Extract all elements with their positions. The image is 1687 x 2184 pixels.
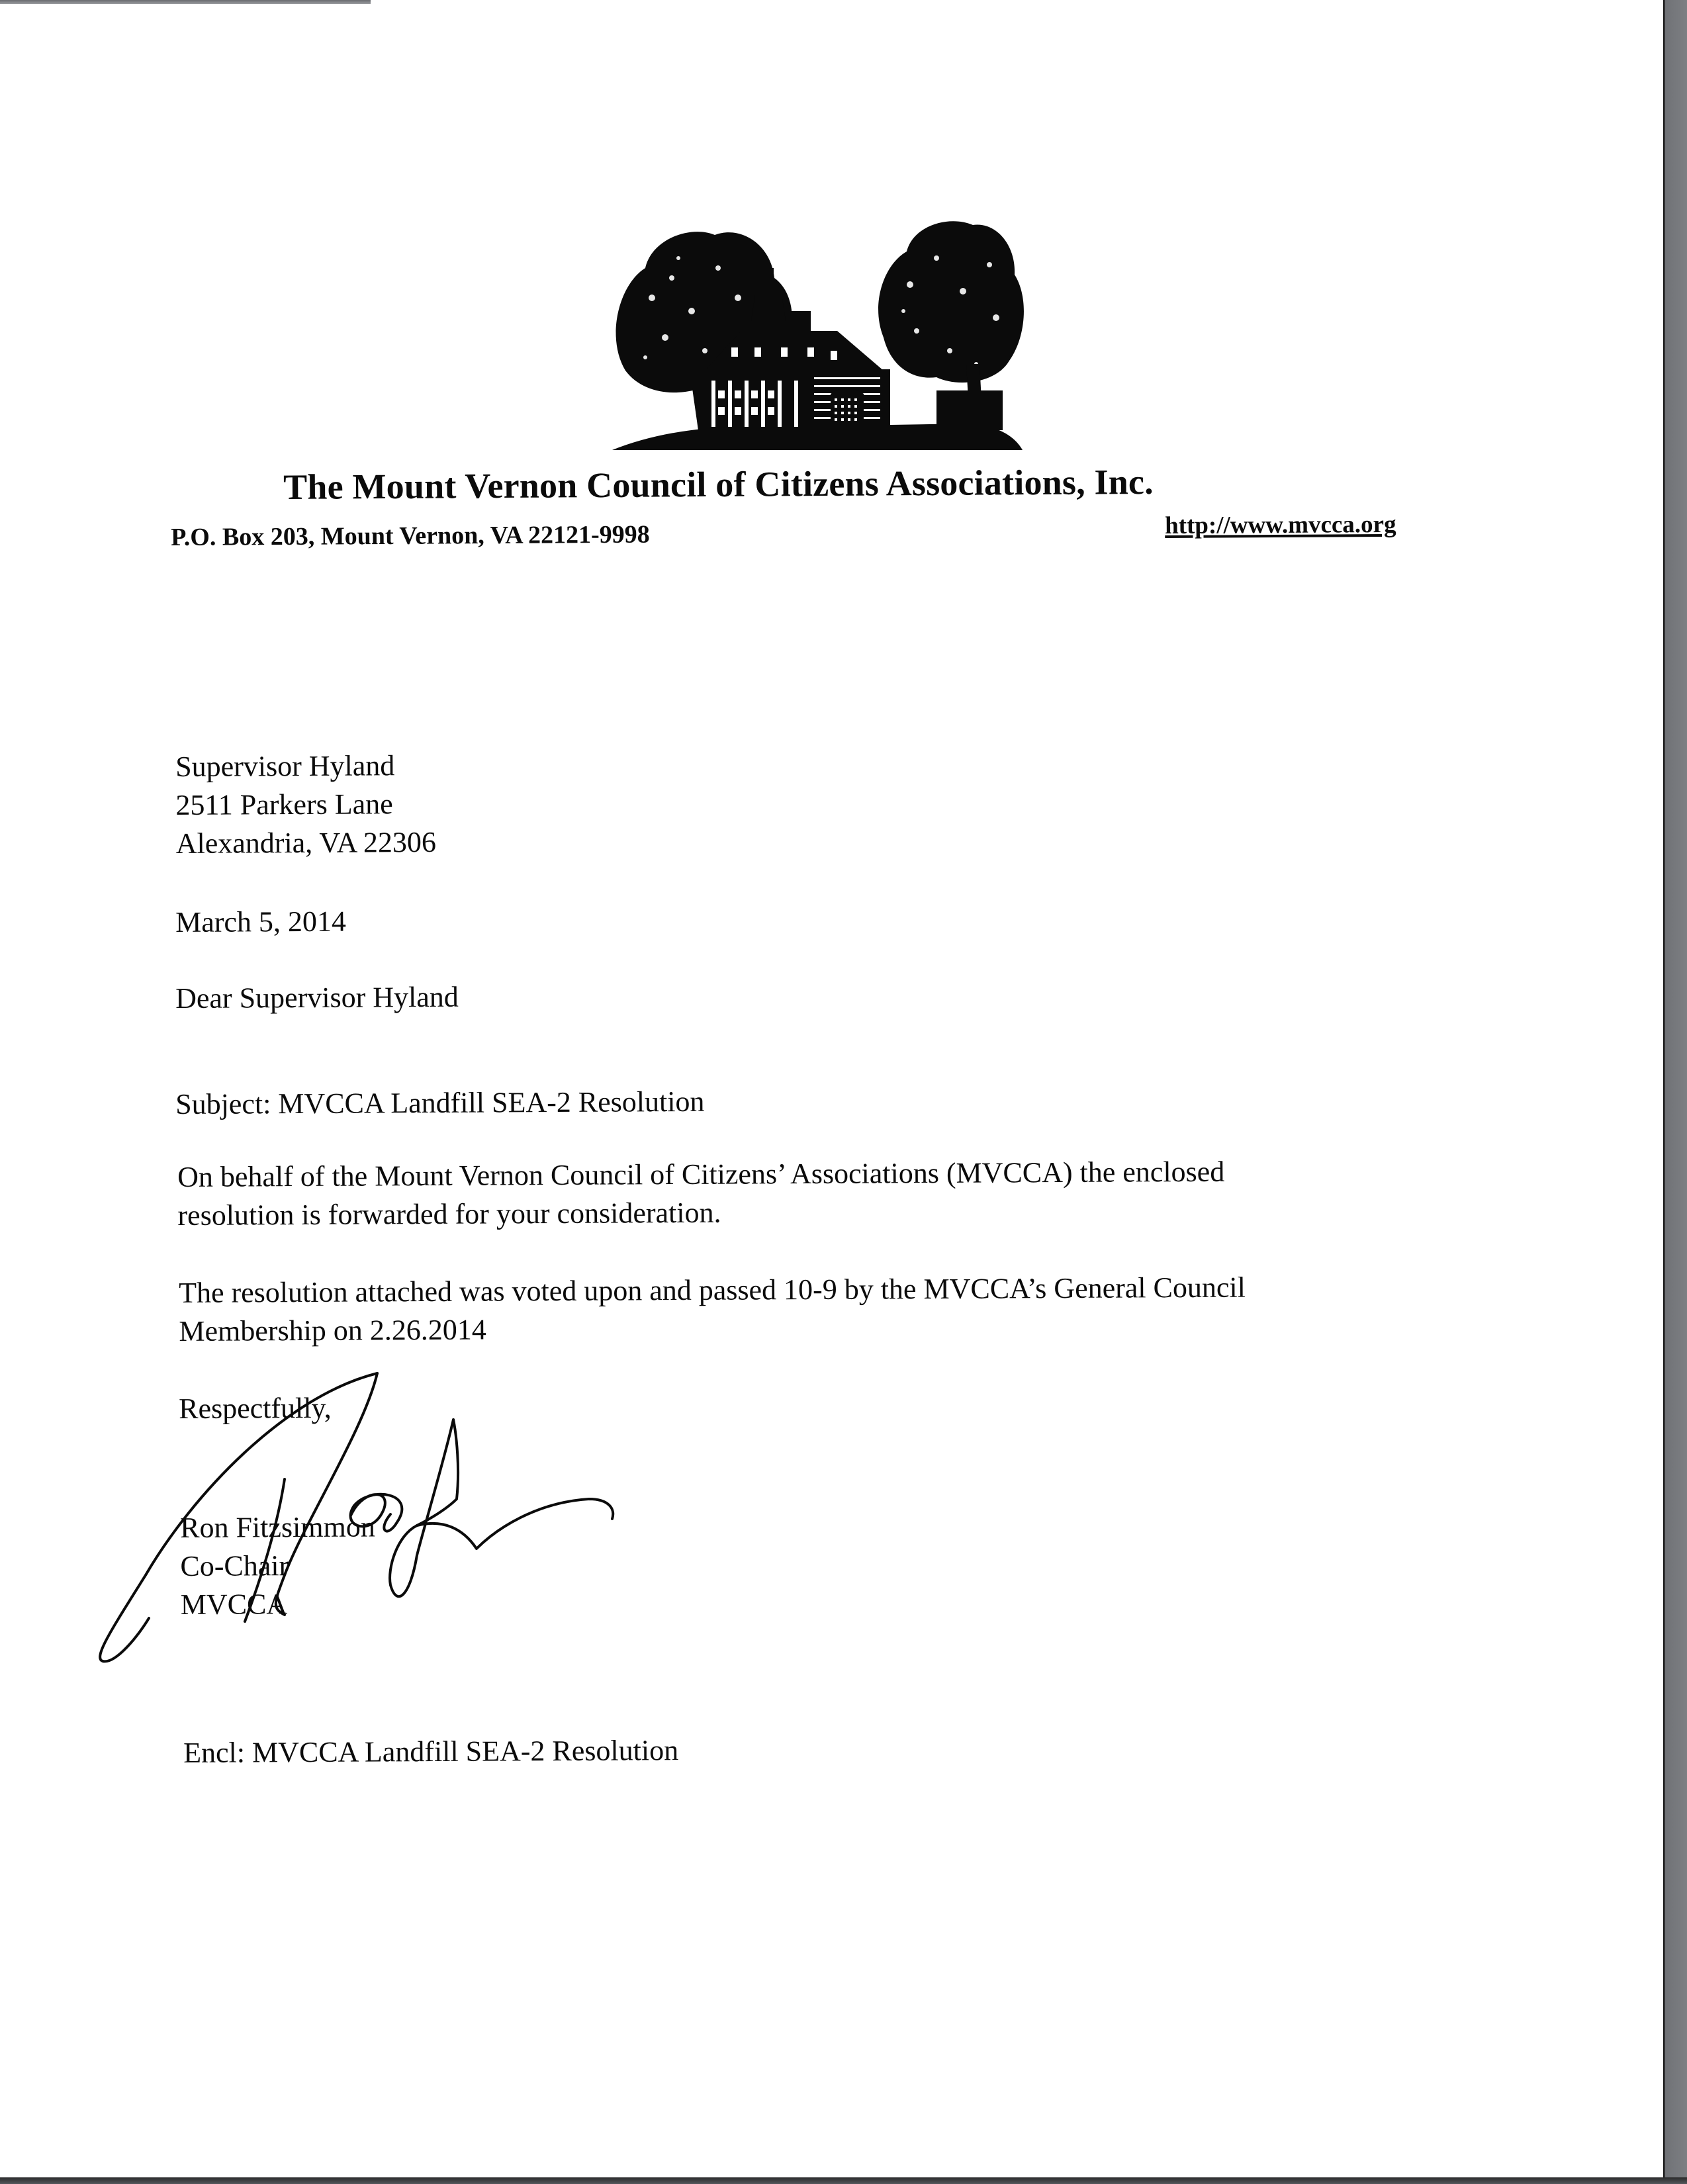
signer-name: Ron Fitzsimmon xyxy=(180,1510,375,1544)
subject-line: Subject: MVCCA Landfill SEA-2 Resolution xyxy=(175,1085,705,1120)
salutation: Dear Supervisor Hyland xyxy=(175,980,459,1015)
recipient-city-state-zip: Alexandria, VA 22306 xyxy=(175,825,437,860)
organization-name: The Mount Vernon Council of Citizens Associations, Inc. xyxy=(283,461,1154,507)
paragraph-1-line-2: resolution is forwarded for your consideration. xyxy=(177,1196,721,1232)
enclosure-line: Encl: MVCCA Landfill SEA-2 Resolution xyxy=(183,1734,679,1769)
organization-website-link[interactable]: http://www.mvcca.org xyxy=(1165,510,1396,539)
recipient-street: 2511 Parkers Lane xyxy=(175,788,393,821)
letter-date: March 5, 2014 xyxy=(175,905,347,938)
paragraph-2-line-1: The resolution attached was voted upon and passed 10-9 by the MVCCA’s General Council xyxy=(179,1271,1246,1309)
scan-edge-right xyxy=(1663,0,1687,2184)
paragraph-1-line-1: On behalf of the Mount Vernon Council of Citizens’ Associations (MVCCA) the enclosed xyxy=(177,1155,1225,1193)
signer-organization: MVCCA xyxy=(180,1588,288,1621)
closing: Respectfully, xyxy=(179,1391,332,1425)
scan-edge-top xyxy=(0,0,371,4)
recipient-name: Supervisor Hyland xyxy=(175,749,395,783)
signer-title: Co-Chair xyxy=(180,1549,289,1582)
mansion-with-trees-logo-icon xyxy=(599,205,1029,457)
recipient-address xyxy=(175,747,436,863)
organization-address: P.O. Box 203, Mount Vernon, VA 22121-9998 xyxy=(171,520,650,551)
signature-block xyxy=(180,1508,376,1624)
body-paragraph-2 xyxy=(179,1269,1246,1351)
body-paragraph-1 xyxy=(177,1153,1225,1235)
paragraph-2-line-2: Membership on 2.26.2014 xyxy=(179,1313,486,1347)
scan-edge-bottom xyxy=(0,2177,1687,2184)
